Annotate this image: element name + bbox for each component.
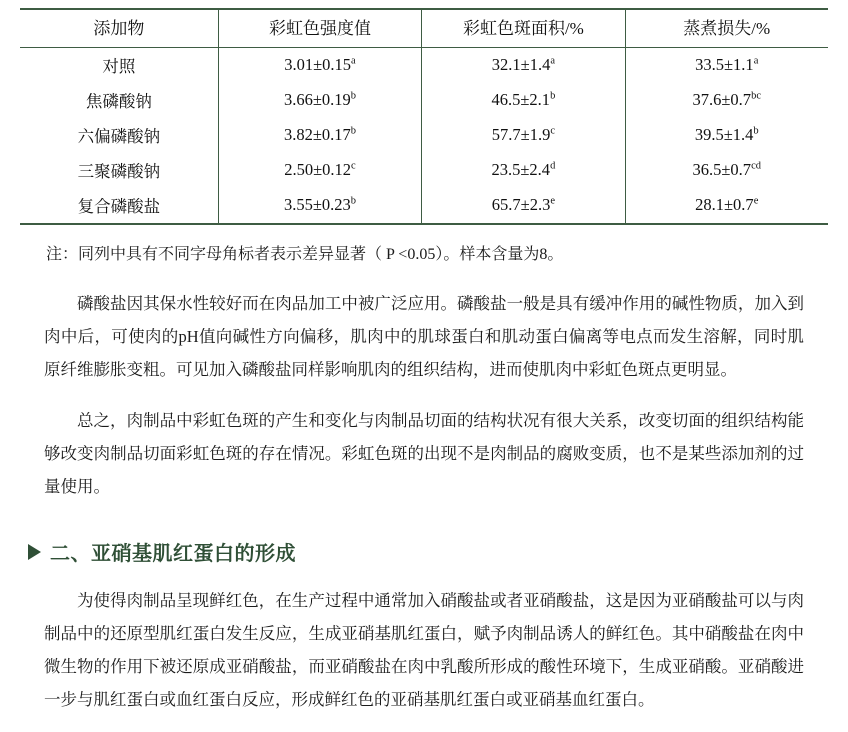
cell-loss (625, 48, 828, 84)
cell-additive: 焦磷酸钠 (85, 92, 152, 111)
section-paragraph-1: 为使得肉制品呈现鲜红色，在生产过程中通常加入硝酸盐或者亚硝酸盐，这是因为亚硝酸盐可以与肉制品中的还原型肌红蛋白发生反应，生成亚硝基肌红蛋白，赋予肉制品诱人的鲜红色。其中硝酸盐在肉中微生物的作用下被还原成亚硝酸盐，而亚硝酸盐在肉中乳酸所形成的酸性环境下，生成亚硝酸。亚硝酸进一步与肌红蛋白或血红蛋白反应，形成鲜红色的亚硝基肌红蛋白或亚硝基血红蛋白。 (44, 591, 804, 709)
cell-loss-value: 33.5±1.1 (695, 55, 754, 74)
cell-area-value: 65.7±2.3 (491, 195, 551, 214)
cell-loss-sup: a (753, 55, 759, 67)
cell-intensity (218, 83, 422, 118)
cell-area (422, 118, 625, 153)
additives-results-table (20, 8, 828, 225)
cell-intensity-sup: c (351, 160, 356, 172)
table-row (20, 83, 828, 118)
data-table-container (20, 8, 828, 225)
cell-additive: 复合磷酸盐 (20, 188, 218, 224)
table-body (20, 48, 828, 225)
cell-loss (625, 153, 828, 188)
cell-loss (625, 83, 828, 118)
cell-area-sup: c (550, 125, 556, 137)
table-row (20, 48, 828, 84)
cell-intensity-value: 3.01±0.15 (284, 55, 352, 74)
cell-intensity (218, 188, 422, 224)
cell-area-sup: e (550, 195, 556, 207)
cell-intensity-value: 3.55±0.23 (283, 195, 351, 214)
cell-intensity-sup: b (350, 90, 357, 102)
table-row (20, 188, 828, 224)
cell-loss-value: 37.6±0.7 (692, 90, 752, 109)
cell-loss-value: 36.5±0.7 (692, 160, 752, 179)
body-paragraph-2: 总之，肉制品中彩虹色斑的产生和变化与肉制品切面的结构状况有很大关系，改变切面的组织结构能够改变肉制品切面彩虹色斑的存在情况。彩虹色斑的出现不是肉制品的腐败变质，也不是某些添加剂的过量使用。 (44, 411, 804, 496)
cell-area (422, 48, 625, 84)
cell-loss-value: 39.5±1.4 (694, 125, 754, 144)
table-head (20, 9, 828, 48)
cell-intensity (218, 118, 422, 153)
cell-additive: 对照 (102, 57, 136, 76)
cell-area (422, 188, 625, 224)
cell-loss-sup: cd (751, 160, 761, 172)
cell-intensity (218, 48, 422, 84)
cell-area (422, 153, 625, 188)
cell-area-value: 57.7±1.9 (491, 125, 551, 144)
cell-area-sup: d (550, 160, 556, 172)
section-heading (28, 537, 820, 566)
column-header-additive: 添加物 (93, 19, 145, 38)
cell-intensity-value: 2.50±0.12 (284, 160, 352, 179)
cell-area-sup: b (550, 90, 556, 102)
cell-intensity-sup: b (350, 125, 357, 137)
cell-loss (625, 188, 828, 224)
cell-area-value: 23.5±2.4 (491, 160, 551, 179)
cell-additive: 六偏磷酸钠 (77, 127, 161, 146)
column-header-cooking-loss: 蒸煮损失/% (625, 9, 828, 48)
cell-loss-sup: e (753, 195, 759, 207)
cell-loss-value: 28.1±0.7 (695, 195, 754, 214)
cell-area-value: 46.5±2.1 (491, 90, 551, 109)
body-paragraph-1: 磷酸盐因其保水性较好而在肉品加工中被广泛应用。磷酸盐一般是具有缓冲作用的碱性物质，加入到肉中后，可使肉的pH值向碱性方向偏移，肌肉中的肌球蛋白和肌动蛋白偏离等电点而发生溶解，同时肌原纤维膨胀变粗。可见加入磷酸盐同样影响肌肉的组织结构，进而使肌肉中彩虹色斑点更明显。 (44, 294, 804, 379)
cell-intensity (218, 153, 422, 188)
cell-area-value: 32.1±1.4 (491, 55, 551, 74)
cell-intensity-sup: a (351, 55, 356, 67)
cell-intensity-value: 3.82±0.17 (283, 125, 351, 144)
table-row (20, 153, 828, 188)
cell-loss-sup: b (753, 125, 759, 137)
cell-loss-sup: bc (751, 90, 761, 102)
cell-additive: 三聚磷酸钠 (77, 162, 161, 181)
column-header-area: 彩虹色斑面积/% (422, 9, 625, 48)
table-note: 注：同列中具有不同字母角标者表示差异显著（ P <0.05）。样本含量为8。 (46, 246, 564, 263)
section-heading-label: 二、亚硝基肌红蛋白的形成 (50, 543, 296, 565)
table-row (20, 118, 828, 153)
cell-area (422, 83, 625, 118)
column-header-intensity: 彩虹色强度值 (218, 9, 422, 48)
cell-intensity-sup: b (350, 195, 357, 207)
triangle-bullet-icon (28, 544, 41, 560)
cell-loss (625, 118, 828, 153)
cell-area-sup: a (550, 55, 556, 67)
cell-intensity-value: 3.66±0.19 (283, 90, 351, 109)
table-header-row (20, 9, 828, 48)
document-page (0, 8, 848, 732)
